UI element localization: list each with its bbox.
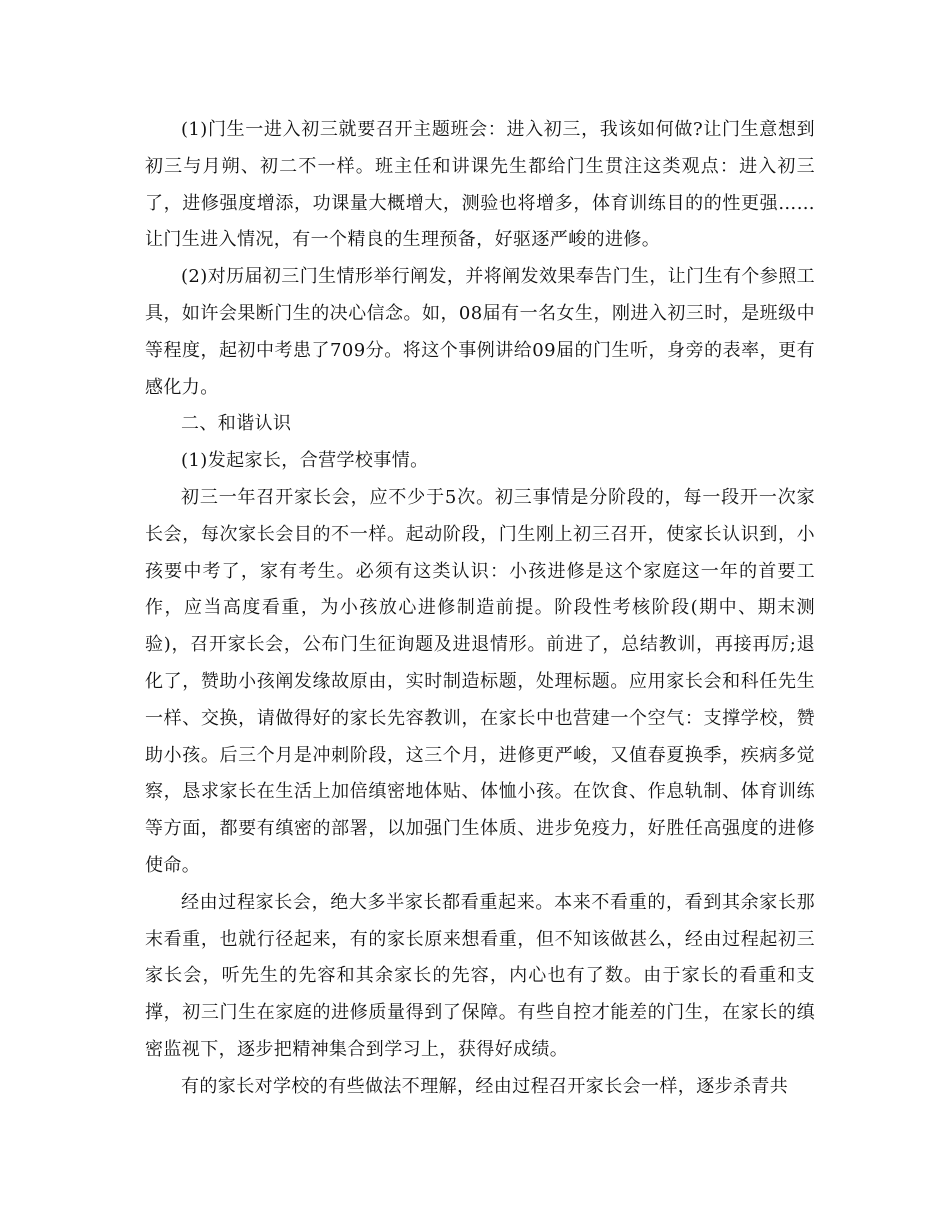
paragraph-1: (1)门生一进入初三就要召开主题班会：进入初三，我该如何做?让门生意想到初三与月朔、初二不一样。班主任和讲课先生都给门生贯注这类观点：进入初三了，进修强度增添，功课量大概增大，测验也将增多，体育训练目的的性更强……让门生进入情况，有一个精良的生理预备，好驱逐严峻的进修。 — [145, 119, 815, 251]
subsection-heading: (1)发起家长，合营学校事情。 — [181, 450, 429, 472]
paragraph-2: (2)对历届初三门生情形举行阐发，并将阐发效果奉告门生，让门生有个参照工具，如许会果断门生的决心信念。如，08届有一名女生，刚进入初三时，是班级中等程度，起初中考患了709分。将这个事例讲给09届的门生听，身旁的表率，更有感化力。 — [145, 266, 815, 398]
paragraph-4: 经由过程家长会，绝大多半家长都看重起来。本来不看重的，看到其余家长那末看重，也就行径起来，有的家长原来想看重，但不知该做甚么，经由过程起初三家长会，听先生的先容和其余家长的先容，内心也有了数。由于家长的看重和支撑，初三门生在家庭的进修质量得到了保障。有些自控才能差的门生，在家长的缜密监视下，逐步把精神集合到学习上，获得好成绩。 — [145, 891, 815, 1060]
section-heading: 二、和谐认识 — [181, 413, 292, 435]
paragraph-5: 有的家长对学校的有些做法不理解，经由过程召开家长会一样，逐步杀青共 — [181, 1075, 789, 1097]
paragraph-3: 初三一年召开家长会，应不少于5次。初三事情是分阶段的，每一段开一次家长会，每次家长会目的不一样。起动阶段，门生刚上初三召开，使家长认识到，小孩要中考了，家有考生。必须有这类认识：小孩进修是这个家庭这一年的首要工作，应当高度看重，为小孩放心进修制造前提。阶段性考核阶段(期中、期末测验)，召开家长会，公布门生征询题及进退情形。前进了，总结教训，再接再厉;退化了，赞助小孩阐发缘故原由，实时制造标题，处理标题。应用家长会和科任先生一样、交换，请做得好的家长先容教训，在家长中也营建一个空气：支撑学校，赞助小孩。后三个月是冲刺阶段，这三个月，进修更严峻，又值春夏换季，疾病多觉察，恳求家长在生活上加倍缜密地体贴、体恤小孩。在饮食、作息轨制、体育训练等方面，都要有缜密的部署，以加强门生体质、进步免疫力，好胜任高强度的进修使命。 — [145, 486, 815, 876]
document-body — [145, 112, 815, 1106]
